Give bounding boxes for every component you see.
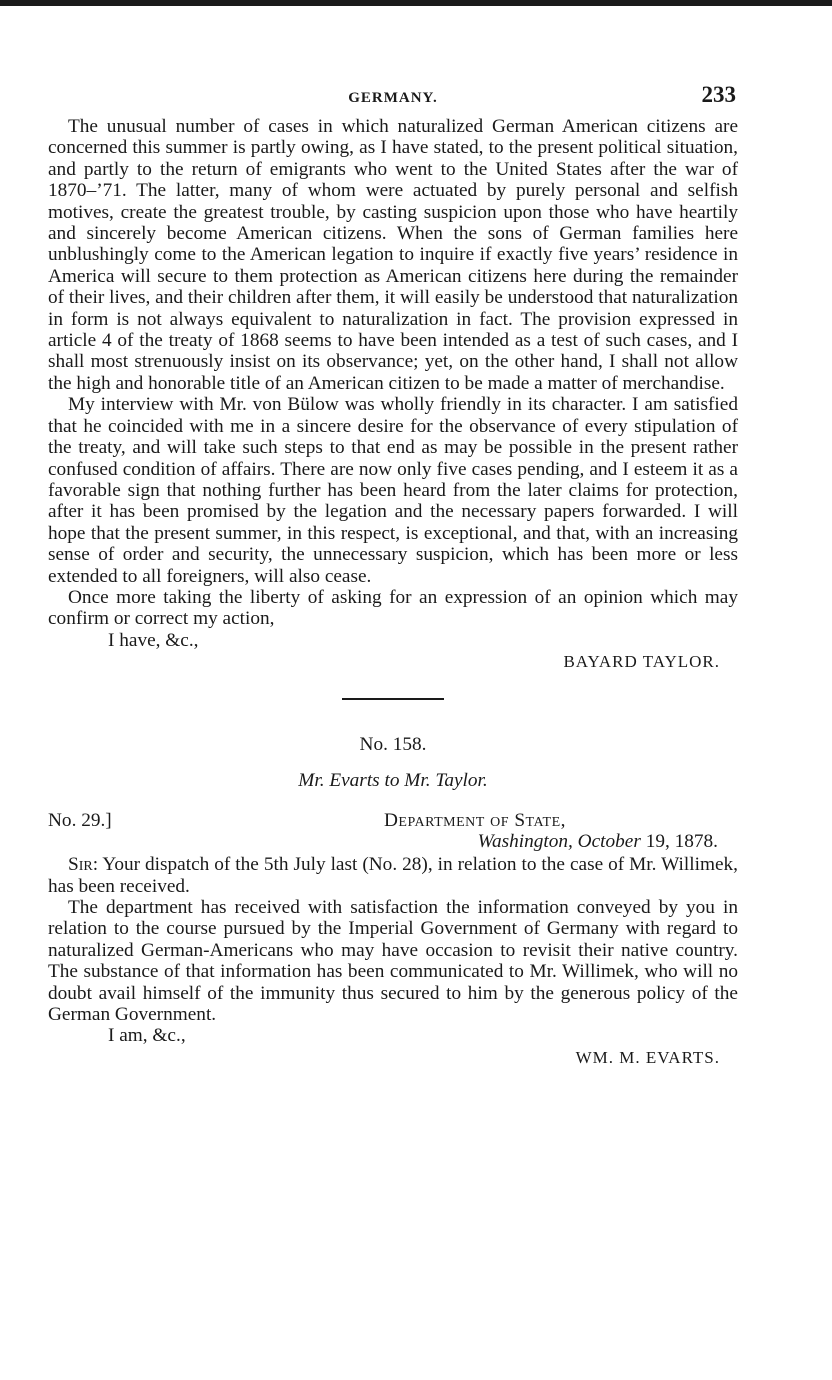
- letter1-paragraph-1: The unusual number of cases in which naturalized German American citizens are concerned this summer is partly owing, as I have stated, to the present political situation, and partly to the return of emigrants who went to the United States after the war of 1870–’71. The latter, many of whom were actuated by purely personal and selfish motives, create the greatest trouble, by casting suspicion upon those who have heartily and sincerely become American citizens. When the sons of German families here unblushingly come to the American legation to inquire if exactly five years’ residence in America will secure to them protection as American citizens here during the remainder of their lives, and their children after them, it will easily be understood that naturalization in form is not always equivalent to naturalization in fact. The provision expressed in article 4 of the treaty of 1868 seems to have been intended as a test of such cases, and I shall most strenuously insist on its observance; yet, on the other hand, I shall not allow the high and honorable title of an American citizen to be made a matter of merchandise.: [48, 116, 738, 394]
- salutation: Sir:: [68, 854, 99, 876]
- place-date: [478, 831, 718, 852]
- running-head: [48, 82, 738, 116]
- letter-taylor: [48, 116, 738, 673]
- top-border-rule: [0, 0, 832, 6]
- letter1-closing: I have, &c.,: [108, 629, 199, 651]
- letter2-closing: I am, &c.,: [108, 1025, 186, 1047]
- section-separator: [342, 698, 444, 700]
- month: October: [577, 831, 641, 853]
- letter1-paragraph-2: My interview with Mr. von Bülow was wholly friendly in its character. I am satisfied that he coincided with me in a sincere desire for the observance of every stipulation of the treaty, and will take such steps to that end as may be possible in the present rather confused condition of affairs. There are now only five cases pending, and I esteem it as a favorable sign that nothing further has been heard from the later claims for protection, after it has been promised by the legation and the necessary papers forwarded. I will hope that the present summer, in this respect, is exceptional, and that, with an increasing sense of order and security, the unnecessary suspicion, which has been more or less extended to all foreigners, will also cease.: [48, 394, 738, 587]
- place: Washington,: [477, 831, 573, 853]
- letter2-paragraph-1-text: Your dispatch of the 5th July last (No. 28), in relation to the case of Mr. Willimek, has been received.: [48, 854, 738, 897]
- letter2-signature: WM. M. EVARTS.: [575, 1047, 720, 1067]
- dispatch-number: No. 29.]: [48, 810, 112, 832]
- letter1-signature: BAYARD TAYLOR.: [563, 652, 720, 672]
- page-number: 233: [701, 82, 736, 107]
- letter2-paragraph-2: The department has received with satisfaction the information conveyed by you in relation to the course pursued by the Imperial Government of Germany with regard to naturalized German-Americans who may have occasion to revisit their native country. The substance of that information has been communicated to Mr. Willimek, who will no doubt avail himself of the immunity thus secured to him by the generous policy of the German Government.: [48, 896, 738, 1025]
- letter2-header: [48, 810, 738, 854]
- document-heading: Mr. Evarts to Mr. Taylor.: [298, 770, 488, 792]
- document-number: No. 158.: [359, 734, 427, 756]
- running-title: GERMANY.: [348, 90, 438, 106]
- day-year: 19, 1878.: [645, 831, 718, 853]
- department-name: Department of State,: [384, 810, 566, 832]
- letter2-paragraph-1: [48, 854, 738, 897]
- letter-evarts: [48, 854, 738, 1069]
- page-body: [48, 82, 738, 1069]
- letter1-paragraph-3: Once more taking the liberty of asking for an expression of an opinion which may confirm or correct my action,: [48, 586, 738, 630]
